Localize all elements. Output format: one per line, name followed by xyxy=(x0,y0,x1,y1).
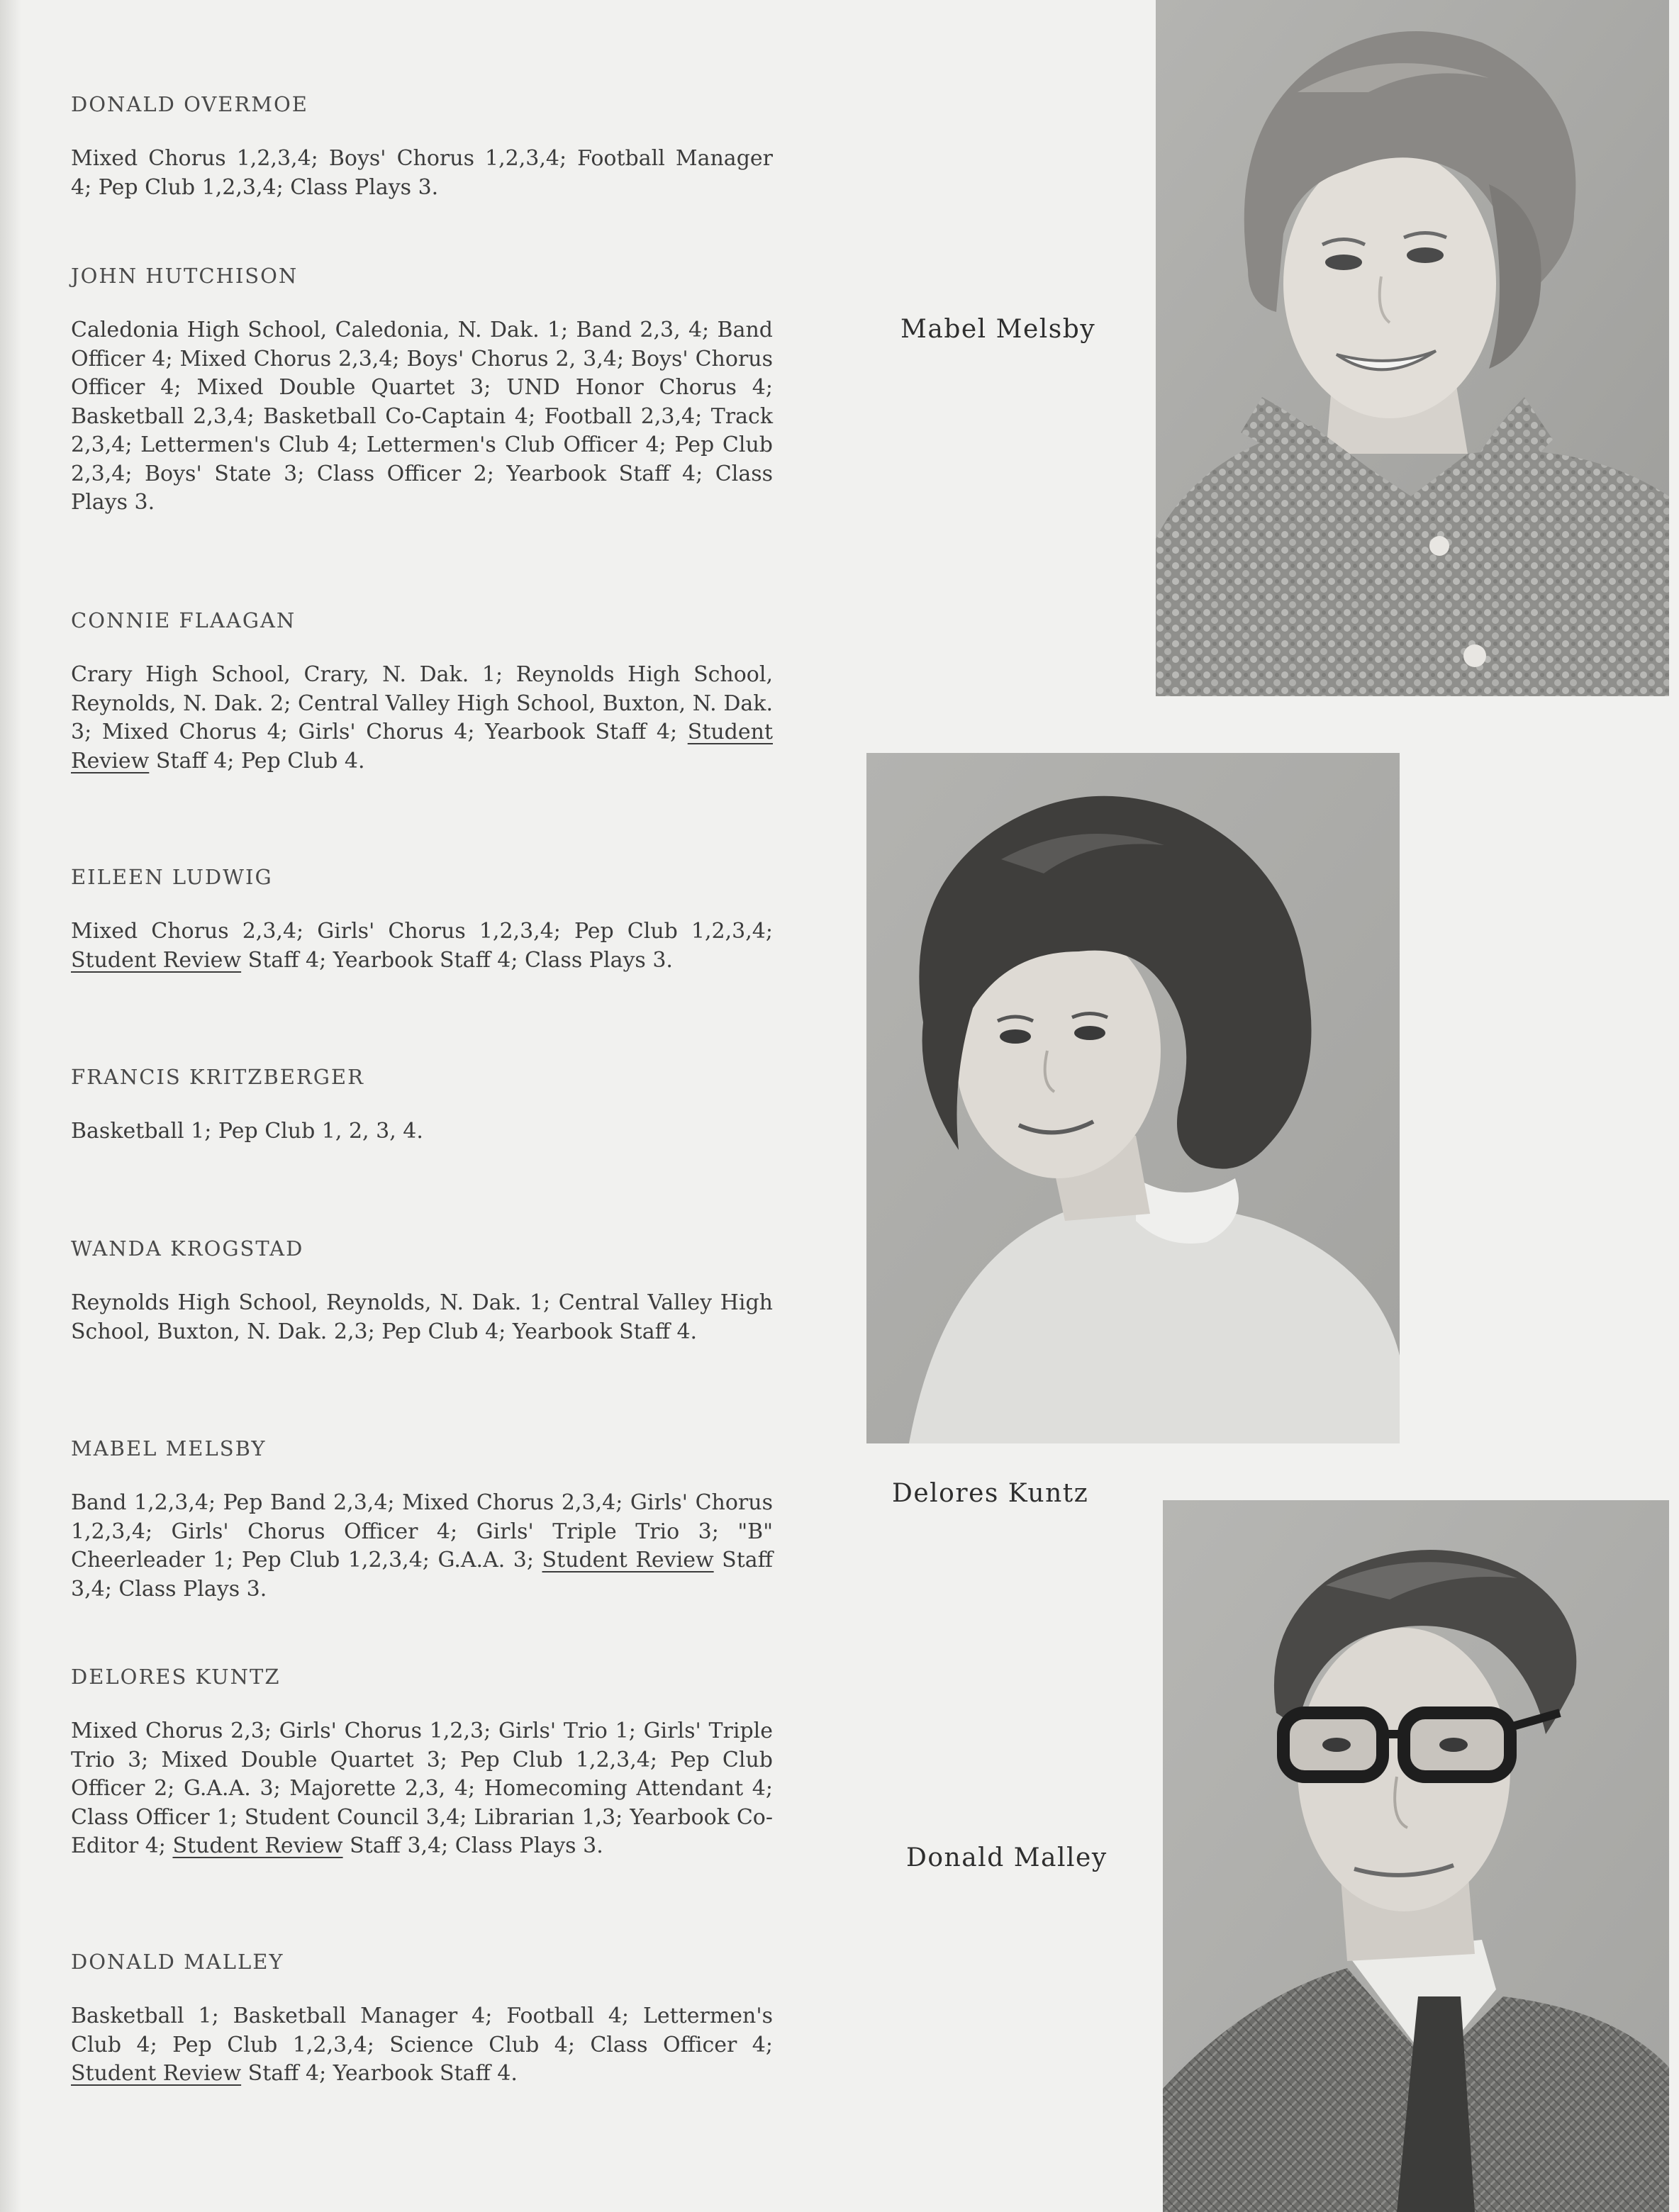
bio-text-segment: Reynolds High School, Reynolds, N. Dak. 1; Central Valley High School, Buxton, N. Dak. 2,3; Pep Club 4; Yearbook Staff 4. xyxy=(71,1290,773,1344)
bio-name: FRANCIS KRITZBERGER xyxy=(71,1065,364,1089)
bio-text-segment: Staff 4; Yearbook Staff 4. xyxy=(241,2061,518,2086)
bio-activities xyxy=(71,1289,773,1346)
portrait-photo-delores-kuntz xyxy=(866,753,1400,1443)
bio-text-segment: Basketball 1; Basketball Manager 4; Football 4; Lettermen's Club 4; Pep Club 1,2,3,4; Science Club 4; Class Officer 4; xyxy=(71,2004,773,2057)
bio-name: DELORES KUNTZ xyxy=(71,1665,281,1689)
underlined-publication-title: Student Review xyxy=(172,1833,343,1858)
bio-entry xyxy=(71,1436,773,1604)
underlined-publication-title: Student Review xyxy=(542,1548,714,1573)
portrait-illustration xyxy=(1163,1500,1669,2212)
bio-text-segment: Mixed Chorus 2,3; Girls' Chorus 1,2,3; Girls' Trio 1; Girls' Triple Trio 3; Mixed Double Quartet 3; Pep Club 1,2,3,4; Pep Club Officer 2; G.A.A. 3; Majorette 2,3, 4; Homecoming Attendant 4; Class Officer 1; Student Council 3,4; Librarian 1,3; Yearbook Co-Editor 4; xyxy=(71,1719,773,1858)
bio-text-segment: Basketball 1; Pep Club 1, 2, 3, 4. xyxy=(71,1119,423,1144)
bio-text-segment: Band 1,2,3,4; Pep Band 2,3,4; Mixed Chorus 2,3,4; Girls' Chorus 1,2,3,4; Girls' Chorus Officer 4; Girls' Triple Trio 3; "B" Cheerleader 1; Pep Club 1,2,3,4; G.A.A. 3; xyxy=(71,1490,773,1573)
bio-activities xyxy=(71,917,773,975)
bio-entry xyxy=(71,608,773,776)
portrait-caption: Delores Kuntz xyxy=(892,1479,1089,1508)
portrait-photo-donald-malley xyxy=(1163,1500,1669,2212)
bio-name: DONALD MALLEY xyxy=(71,1950,284,1974)
bio-name: CONNIE FLAAGAN xyxy=(71,608,296,632)
bio-text-segment: Mixed Chorus 1,2,3,4; Boys' Chorus 1,2,3,4; Football Manager 4; Pep Club 1,2,3,4; Class Plays 3. xyxy=(71,146,773,200)
underlined-publication-title: Student Review xyxy=(71,2061,242,2086)
bio-entry xyxy=(71,1065,773,1146)
bio-activities xyxy=(71,316,773,518)
portrait-caption: Donald Malley xyxy=(906,1843,1108,1872)
bio-name: EILEEN LUDWIG xyxy=(71,865,273,889)
bio-entry xyxy=(71,865,773,975)
bio-entry xyxy=(71,92,773,202)
bio-entry xyxy=(71,1665,773,1861)
bio-name: JOHN HUTCHISON xyxy=(71,264,299,288)
bio-entry xyxy=(71,1950,773,2089)
bio-text-segment: Staff 3,4; Class Plays 3. xyxy=(71,1548,773,1602)
bio-entry xyxy=(71,1236,773,1346)
bio-text-segment: Staff 4; Pep Club 4. xyxy=(149,748,365,773)
bio-text-segment: Crary High School, Crary, N. Dak. 1; Reynolds High School, Reynolds, N. Dak. 2; Central Valley High School, Buxton, N. Dak. 3; Mixed Chorus 4; Girls' Chorus 4; Yearbook Staff 4; xyxy=(71,662,773,744)
bio-activities xyxy=(71,2002,773,2089)
portrait-photo-mabel-melsby xyxy=(1156,0,1669,696)
bio-name: MABEL MELSBY xyxy=(71,1436,267,1460)
bio-name: WANDA KROGSTAD xyxy=(71,1236,304,1261)
underlined-publication-title: Student Review xyxy=(71,947,242,973)
bio-text-segment: Caledonia High School, Caledonia, N. Dak. 1; Band 2,3, 4; Band Officer 4; Mixed Chorus 2,3,4; Boys' Chorus 2, 3,4; Boys' Chorus Officer 4; Mixed Double Quartet 3; UND Honor Chorus 4; Basketball 2,3,4; Basketball Co-Captain 4; Football 2,3,4; Track 2,3,4; Lettermen's Club 4; Lettermen's Club Officer 4; Pep Club 2,3,4; Boys' State 3; Class Officer 2; Yearbook Staff 4; Class Plays 3. xyxy=(71,318,773,515)
bio-text-segment: Mixed Chorus 2,3,4; Girls' Chorus 1,2,3,4; Pep Club 1,2,3,4; xyxy=(71,919,773,944)
bio-activities xyxy=(71,661,773,776)
bio-text-segment: Staff 4; Yearbook Staff 4; Class Plays 3. xyxy=(241,947,673,973)
portrait-illustration xyxy=(866,753,1400,1443)
page-gutter-shadow xyxy=(0,0,21,2212)
bio-activities xyxy=(71,1117,773,1146)
bio-activities xyxy=(71,1717,773,1861)
underlined-publication-title: Student Review xyxy=(71,720,773,773)
bio-activities xyxy=(71,145,773,202)
bio-name: DONALD OVERMOE xyxy=(71,92,308,116)
bio-activities xyxy=(71,1489,773,1604)
portrait-caption: Mabel Melsby xyxy=(900,315,1096,344)
bio-entry xyxy=(71,264,773,518)
bio-text-segment: Staff 3,4; Class Plays 3. xyxy=(342,1833,603,1858)
portrait-illustration xyxy=(1156,0,1669,696)
